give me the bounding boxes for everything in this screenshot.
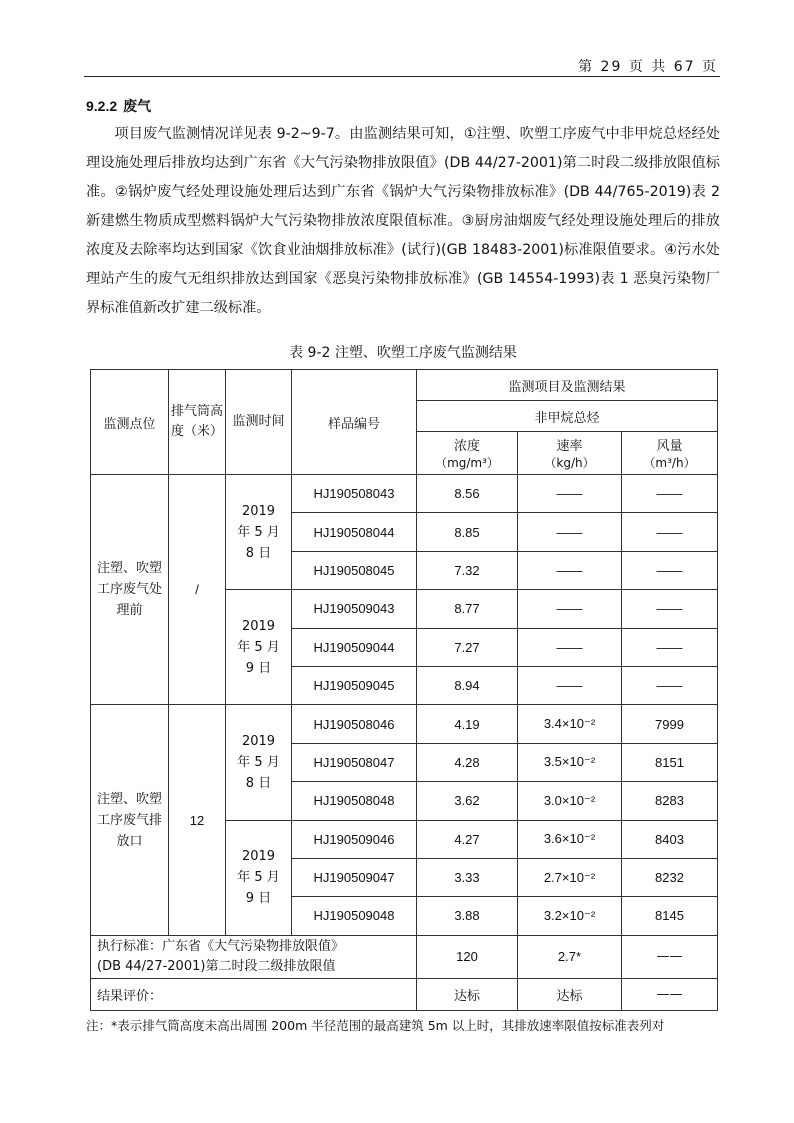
table-caption: 表 9-2 注塑、吹塑工序废气监测结果: [289, 345, 517, 361]
header-conc: 浓度 （mg/m³）: [417, 432, 518, 475]
evaluation-rate: 达标: [518, 978, 622, 1010]
standard-label: 执行标准：广东省《大气污染物排放限值》 (DB 44/27-2001)第二时段二级排放限值: [91, 935, 417, 978]
cell-rate: 2.7×10⁻²: [518, 858, 622, 896]
cell-flow: 8403: [622, 820, 718, 858]
cell-conc: 8.56: [417, 475, 518, 513]
cell-flow: ——: [622, 551, 718, 589]
monitoring-point: 注塑、吹塑工序废气排放口: [91, 705, 169, 935]
cell-sample: HJ190508048: [292, 782, 417, 820]
monitoring-date: 2019 年 5 月 9 日: [226, 820, 292, 935]
cell-flow: 8151: [622, 743, 718, 781]
cell-conc: 8.77: [417, 590, 518, 628]
table-note: 注：*表示排气筒高度未高出周围 200m 半径范围的最高建筑 5m 以上时，其排放速率限值按标准表列对: [86, 1018, 665, 1033]
header-point: 监测点位: [91, 370, 169, 475]
cell-sample: HJ190508046: [292, 705, 417, 743]
monitoring-date: 2019 年 5 月 8 日: [226, 705, 292, 820]
monitoring-results-table: [90, 369, 718, 1011]
cell-conc: 4.28: [417, 743, 518, 781]
monitoring-point: 注塑、吹塑工序废气处理前: [91, 475, 169, 705]
cell-rate: 3.0×10⁻²: [518, 782, 622, 820]
cell-conc: 3.88: [417, 897, 518, 935]
cell-rate: ——: [518, 666, 622, 704]
cell-sample: HJ190509047: [292, 858, 417, 896]
standard-flow: ——: [622, 935, 718, 978]
cell-rate: ——: [518, 628, 622, 666]
cell-flow: ——: [622, 666, 718, 704]
evaluation-conc: 达标: [417, 978, 518, 1010]
header-sample: 样品编号: [292, 370, 417, 475]
cell-rate: 3.4×10⁻²: [518, 705, 622, 743]
header-height: 排气筒高度（米）: [169, 370, 226, 475]
cell-sample: HJ190508043: [292, 475, 417, 513]
evaluation-flow: ——: [622, 978, 718, 1010]
cell-rate: ——: [518, 551, 622, 589]
cell-rate: 3.5×10⁻²: [518, 743, 622, 781]
monitoring-date: 2019 年 5 月 9 日: [226, 590, 292, 705]
cell-rate: 3.6×10⁻²: [518, 820, 622, 858]
cell-rate: ——: [518, 590, 622, 628]
cell-conc: 4.19: [417, 705, 518, 743]
cell-flow: 8283: [622, 782, 718, 820]
cell-conc: 4.27: [417, 820, 518, 858]
cell-conc: 3.62: [417, 782, 518, 820]
standard-rate: 2.7*: [518, 935, 622, 978]
cell-flow: 8145: [622, 897, 718, 935]
cell-flow: ——: [622, 590, 718, 628]
cell-flow: ——: [622, 475, 718, 513]
table-row: [91, 475, 718, 513]
evaluation-label: 结果评价：: [91, 978, 417, 1010]
stack-height: /: [169, 475, 226, 705]
header-flow: 风量 （m³/h）: [622, 432, 718, 475]
header-pollutant: 非甲烷总烃: [417, 401, 718, 432]
cell-sample: HJ190509046: [292, 820, 417, 858]
standard-conc: 120: [417, 935, 518, 978]
cell-sample: HJ190509048: [292, 897, 417, 935]
cell-conc: 8.94: [417, 666, 518, 704]
cell-conc: 8.85: [417, 513, 518, 551]
section-number: 9.2.2: [86, 98, 118, 114]
cell-sample: HJ190509044: [292, 628, 417, 666]
header-items: 监测项目及监测结果: [417, 370, 718, 401]
cell-flow: ——: [622, 628, 718, 666]
cell-rate: 3.2×10⁻²: [518, 897, 622, 935]
cell-rate: ——: [518, 475, 622, 513]
cell-sample: HJ190508045: [292, 551, 417, 589]
header-time: 监测时间: [226, 370, 292, 475]
cell-flow: 8232: [622, 858, 718, 896]
cell-rate: ——: [518, 513, 622, 551]
cell-sample: HJ190508044: [292, 513, 417, 551]
cell-conc: 7.32: [417, 551, 518, 589]
cell-conc: 7.27: [417, 628, 518, 666]
page-number: 第 29 页 共 67 页: [578, 59, 718, 75]
cell-sample: HJ190509043: [292, 590, 417, 628]
cell-sample: HJ190509045: [292, 666, 417, 704]
section-title: 废气: [123, 99, 152, 115]
cell-flow: ——: [622, 513, 718, 551]
body-paragraph: 项目废气监测情况详见表 9-2~9-7。由监测结果可知，①注塑、吹塑工序废气中非甲烷总烃经处理设施处理后排放均达到广东省《大气污染物排放限值》(DB 44/27-2001)第二时段二级排放限值标准。②锅炉废气经处理设施处理后达到广东省《锅炉大气污染物排放标准》(DB 44/765-2019)表 2 新建燃生物质成型燃料锅炉大气污染物排放浓度限值标准。③厨房油烟废气经处理设施处理后的排放浓度及去除率均达到国家《饮食业油烟排放标准》(试行)(GB 18483-2001)标准限值要求。④污水处理站产生的废气无组织排放达到国家《恶臭污染物排放标准》(GB 14554-1993)表 1 恶臭污染物厂界标准值新改扩建二级标准。: [86, 126, 720, 316]
section-heading: [86, 96, 151, 116]
table-row: [91, 705, 718, 743]
cell-conc: 3.33: [417, 858, 518, 896]
monitoring-date: 2019 年 5 月 8 日: [226, 475, 292, 590]
header-rate: 速率 （kg/h）: [518, 432, 622, 475]
cell-flow: 7999: [622, 705, 718, 743]
page-header: [84, 56, 720, 77]
cell-sample: HJ190508047: [292, 743, 417, 781]
stack-height: 12: [169, 705, 226, 935]
